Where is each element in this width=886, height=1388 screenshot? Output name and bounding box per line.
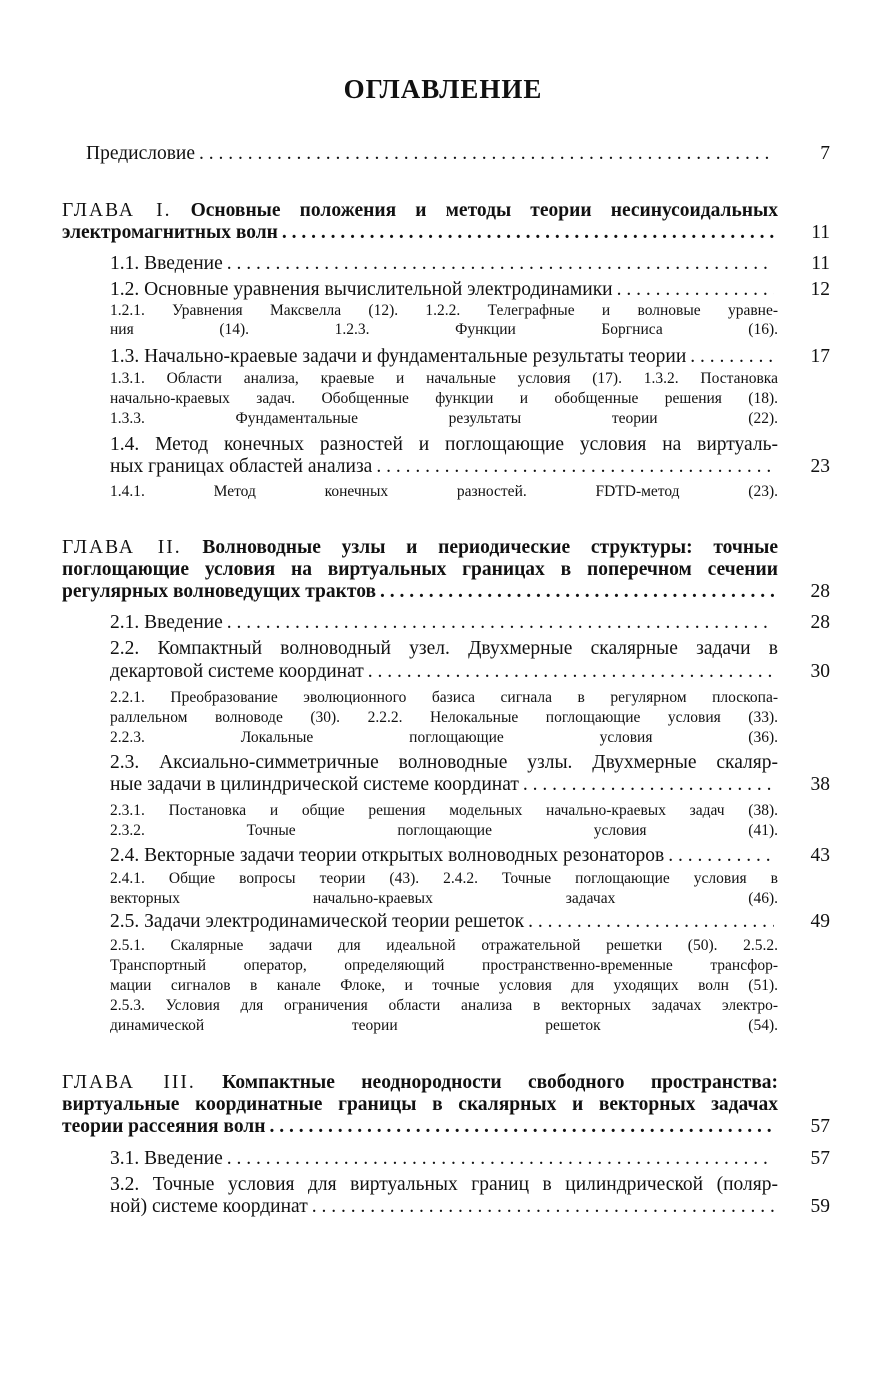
toc-page: 17 (810, 346, 830, 367)
toc-entry-1-1[interactable] (110, 253, 778, 275)
toc-label: ные задачи в цилиндрической системе координат (110, 774, 519, 795)
toc-label: 3.1. Введение (110, 1148, 223, 1169)
toc-page: 7 (820, 143, 830, 164)
toc-entry-2-2-end[interactable] (110, 661, 778, 683)
toc-subsection-text: Транспортный оператор, определяющий пространственно-временные трансфор- (110, 957, 778, 974)
toc-subsection-text: 1.3.3. Фундаментальные результаты теории (22). (110, 410, 778, 427)
toc-entry-3-2[interactable]: 3.2. Точные условия для виртуальных границ в цилиндрической (поляр- (110, 1174, 778, 1195)
toc-entry-2-4[interactable] (110, 845, 778, 867)
chapter-3-heading-end[interactable] (62, 1116, 778, 1138)
toc-page: 30 (810, 661, 830, 682)
toc-subsection-text: 2.4.1. Общие вопросы теории (43). 2.4.2. Точные поглощающие условия в (110, 870, 778, 887)
toc-entry-preface[interactable] (86, 143, 778, 165)
chapter-title-cont: теории рассеяния волн (62, 1116, 266, 1137)
toc-entry-2-3-end[interactable] (110, 774, 778, 796)
toc-page: 11 (811, 222, 830, 243)
toc-label: 1.2. Основные уравнения вычислительной электродинамики (110, 279, 613, 300)
toc-page: 38 (810, 774, 830, 795)
toc-subsection-text: 2.2.1. Преобразование эволюционного базиса сигнала в регулярном плоскопа- (110, 689, 778, 706)
toc-subsection-text: мации сигналов в канале Флоке, и точные условия для уходящих волн (51). (110, 977, 778, 994)
toc-page: 12 (810, 279, 830, 300)
toc-subsection-text: 2.2.3. Локальные поглощающие условия (36). (110, 729, 778, 746)
toc-label: 2.5. Задачи электродинамической теории решеток (110, 911, 525, 932)
toc-subsection-text: 2.5.3. Условия для ограничения области анализа в векторных задачах электро- (110, 997, 778, 1014)
toc-entry-2-5[interactable] (110, 911, 778, 933)
chapter-2-heading[interactable] (62, 537, 778, 559)
page-title: ОГЛАВЛЕНИЕ (343, 74, 543, 104)
toc-subsection-text: 2.3.1. Постановка и общие решения модельных начально-краевых задач (38). (110, 802, 778, 819)
toc-page: 11 (811, 253, 830, 274)
toc-label: ных границах областей анализа (110, 456, 373, 477)
chapter-3-heading-cont: виртуальные координатные границы в скалярных и векторных задачах (62, 1094, 778, 1115)
toc-subsection-text: 2.3.2. Точные поглощающие условия (41). (110, 822, 778, 839)
chapter-title: Основные положения и методы теории несинусоидальных (190, 200, 779, 221)
toc-subsection-text: 1.4.1. Метод конечных разностей. FDTD-метод (23). (110, 483, 778, 500)
toc-subsection-text: 1.2.1. Уравнения Максвелла (12). 1.2.2. Телеграфные и волновые уравне- (110, 302, 778, 319)
chapter-title-cont: электромагнитных волн (62, 222, 278, 243)
toc-page: 23 (810, 456, 830, 477)
toc-entry-1-3[interactable] (110, 346, 778, 368)
toc-entry-2-1[interactable] (110, 612, 778, 634)
toc-label: 1.3. Начально-краевые задачи и фундаментальные результаты теории (110, 346, 687, 367)
chapter-prefix: ГЛАВА III. (62, 1072, 196, 1093)
toc-page: 49 (810, 911, 830, 932)
toc-page: 28 (810, 581, 830, 602)
chapter-title: Компактные неоднородности свободного пространства: (222, 1072, 778, 1093)
chapter-1-heading-end[interactable] (62, 222, 778, 244)
toc-subsection-text: начально-краевых задач. Обобщенные функции и обобщенные решения (18). (110, 390, 778, 407)
chapter-title: Волноводные узлы и периодические структуры: точные (202, 537, 779, 558)
chapter-title-cont: регулярных волноведущих трактов (62, 581, 376, 602)
toc-entry-2-2[interactable]: 2.2. Компактный волноводный узел. Двухмерные скалярные задачи в (110, 638, 778, 659)
toc-subsection-text: векторных начально-краевых задачах (46). (110, 890, 778, 907)
toc-label: ной) системе координат (110, 1196, 308, 1217)
toc-page: 59 (810, 1196, 830, 1217)
toc-subsection-text: 2.5.1. Скалярные задачи для идеальной отражательной решетки (50). 2.5.2. (110, 937, 778, 954)
toc-entry-2-3[interactable]: 2.3. Аксиально-симметричные волноводные узлы. Двухмерные скаляр- (110, 752, 778, 773)
chapter-2-heading-cont: поглощающие условия на виртуальных границах в поперечном сечении (62, 559, 778, 580)
toc-subsection-text: ния (14). 1.2.3. Функции Боргниса (16). (110, 321, 778, 338)
chapter-prefix: ГЛАВА II. (62, 537, 182, 558)
toc-subsection-text: динамической теории решеток (54). (110, 1017, 778, 1034)
toc-subsection-text: 1.3.1. Области анализа, краевые и начальные условия (17). 1.3.2. Постановка (110, 370, 778, 387)
toc-label: 2.1. Введение (110, 612, 223, 633)
chapter-prefix: ГЛАВА I. (62, 200, 172, 221)
toc-entry-1-4-end[interactable] (110, 456, 778, 478)
toc-entry-1-4[interactable]: 1.4. Метод конечных разностей и поглощающие условия на виртуаль- (110, 434, 778, 455)
toc-page: 43 (810, 845, 830, 866)
toc-page: 57 (810, 1148, 830, 1169)
toc-entry-3-2-end[interactable] (110, 1196, 778, 1218)
toc-label: 2.4. Векторные задачи теории открытых волноводных резонаторов (110, 845, 665, 866)
toc-entry-1-2[interactable] (110, 279, 778, 301)
chapter-3-heading[interactable] (62, 1072, 778, 1094)
toc-label: декартовой системе координат (110, 661, 364, 682)
toc-page: 57 (810, 1116, 830, 1137)
toc-entry-3-1[interactable] (110, 1148, 778, 1170)
toc-label: 1.1. Введение (110, 253, 223, 274)
toc-label: Предисловие (86, 143, 196, 164)
chapter-1-heading[interactable] (62, 200, 778, 222)
chapter-2-heading-end[interactable] (62, 581, 778, 603)
toc-subsection-text: раллельном волноводе (30). 2.2.2. Нелокальные поглощающие условия (33). (110, 709, 778, 726)
toc-page: 28 (810, 612, 830, 633)
